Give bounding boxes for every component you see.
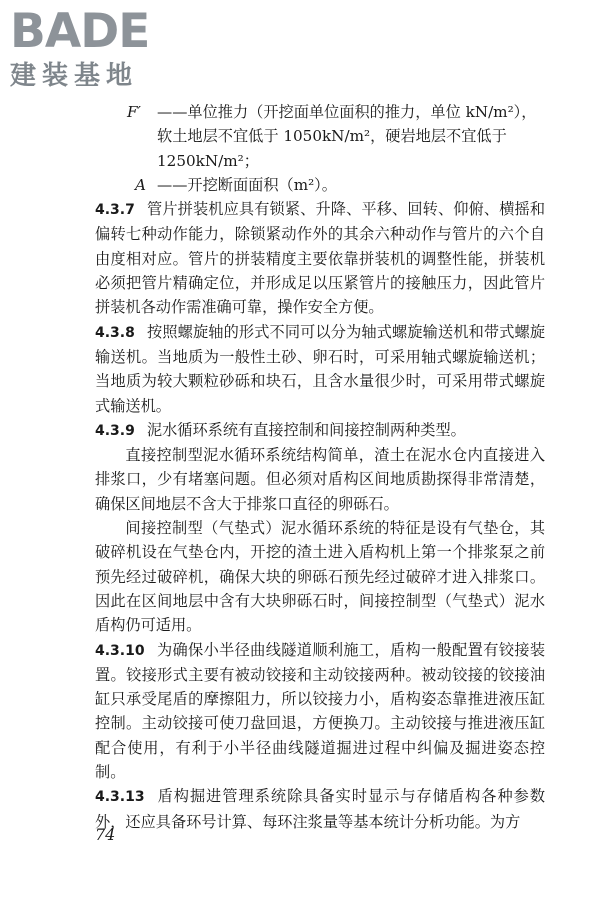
- paragraph-indirect-control: 间接控制型（气垫式）泥水循环系统的特征是设有气垫仓，其破碎机设在气垫仓内，开挖的渣土进入盾构机上第一个排浆泵之前预先经过破碎机，确保大块的卵砾石预先经过破碎才进入排浆口。因此在区间地层中含有大块卵砾石时，间接控制型（气垫式）泥水盾构仍可适用。: [95, 519, 545, 635]
- clause-4-3-7: [95, 197, 545, 319]
- clause-4-3-10: [95, 638, 545, 785]
- definition-term: F′: [127, 103, 141, 121]
- clause-number: 4.3.10: [95, 642, 145, 659]
- clause-text: 为确保小半径曲线隧道顺利施工，盾构一般配置有铰接装置。铰接形式主要有被动铰接和主动铰接两种。被动铰接的铰接油缸只承受尾盾的摩擦阻力，所以铰接力小，盾构姿态靠推进液压缸控制。主动铰接可使刀盘回退，方便换刀。主动铰接与推进液压缸配合使用，有利于小半径曲线隧道掘进过程中纠偏及掘进姿态控制。: [95, 640, 545, 782]
- clause-text: 管片拼装机应具有锁紧、升降、平移、回转、仰俯、横摇和偏转七种动作能力，除锁紧动作外的其余六种动作与管片的六个自由度相对应。管片的拼装精度主要依靠拼装机的调整性能，拼装机必须把管片精确定位，并形成足以压紧管片的接触压力，因此管片拼装机各动作需准确可靠，操作安全方便。: [95, 200, 545, 317]
- clause-text: 泥水循环系统有直接控制和间接控制两种类型。: [146, 420, 466, 439]
- clause-text: 盾构掘进管理系统除具备实时显示与存储盾构各种参数外，还应具备环号计算、每环注浆量等基本统计分析功能。为方: [95, 787, 545, 831]
- definition-separator: ——: [157, 103, 188, 121]
- clause-4-3-13: [95, 784, 545, 834]
- definition-a: [95, 173, 545, 197]
- clause-number: 4.3.13: [95, 789, 145, 806]
- page-body: [95, 100, 545, 834]
- clause-number: 4.3.8: [95, 324, 135, 341]
- clause-4-3-8: [95, 320, 545, 418]
- page-number: 74: [95, 825, 116, 844]
- clause-4-3-9: [95, 418, 545, 443]
- clause-number: 4.3.9: [95, 422, 135, 439]
- definition-separator: ——: [157, 175, 188, 194]
- definition-f-prime: [95, 100, 545, 173]
- definition-text: 开挖断面面积（m²）。: [187, 175, 337, 194]
- logo-wordmark: BADE: [10, 4, 150, 59]
- clause-number: 4.3.7: [95, 202, 135, 219]
- definition-text: 单位推力（开挖面单位面积的推力，单位 kN/m²），软土地层不宜低于 1050kN/m²，硬岩地层不宜低于 1250kN/m²；: [157, 103, 537, 170]
- logo: [10, 6, 180, 96]
- logo-subtitle: 建装基地: [10, 61, 139, 91]
- paragraph-direct-control: 直接控制型泥水循环系统结构简单，渣土在泥水仓内直接进入排浆口，少有堵塞问题。但必须对盾构区间地质勘探得非常清楚，确保区间地层不含大于排浆口直径的卵砾石。: [95, 446, 545, 513]
- clause-text: 按照螺旋轴的形式不同可以分为轴式螺旋输送机和带式螺旋输送机。当地质为一般性土砂、卵石时，可采用轴式螺旋输送机；当地质为较大颗粒砂砾和块石，且含水量很少时，可采用带式螺旋式输送机。: [95, 322, 545, 415]
- definition-term: A: [135, 175, 146, 194]
